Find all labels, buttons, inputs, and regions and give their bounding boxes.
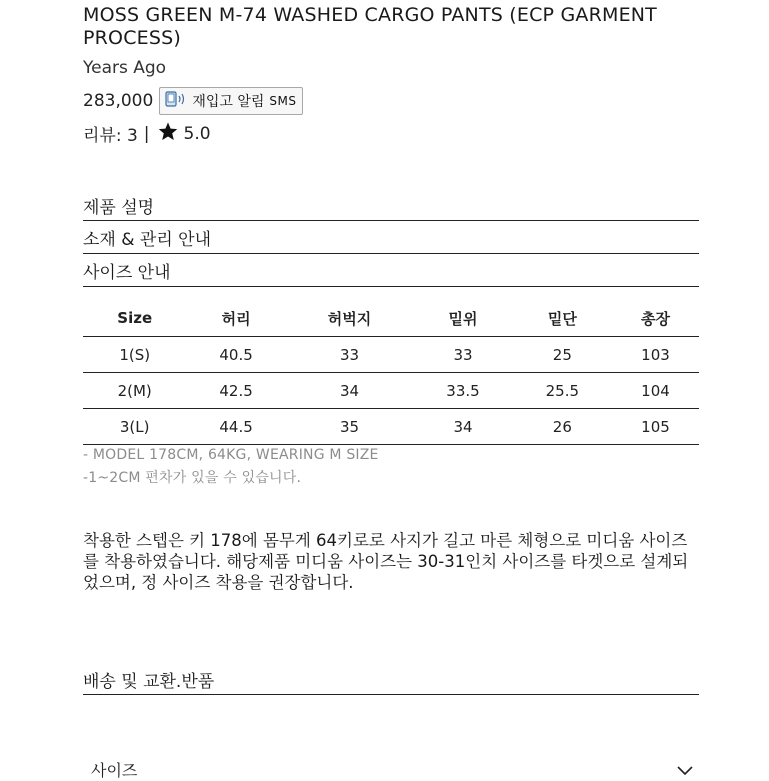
table-cell: 25 [513,337,612,373]
section-material-care-label: 소재 & 관리 안내 [83,230,211,250]
table-cell: 25.5 [513,373,612,409]
restock-phone-icon [164,90,192,112]
restock-label: 재입고 알림 [192,94,265,110]
table-row [83,337,699,373]
section-product-description-label: 제품 설명 [83,198,155,218]
table-cell: 44.5 [186,409,285,445]
table-cell: 103 [612,337,699,373]
table-cell: 42.5 [186,373,285,409]
section-shipping-returns[interactable] [83,667,699,695]
chevron-down-icon[interactable] [677,760,693,779]
model-note: - MODEL 178CM, 64KG, WEARING M SIZE [83,447,379,463]
table-cell: 34 [286,373,414,409]
size-table-header-row [83,300,699,337]
size-table-header: 총장 [612,300,699,337]
review-summary[interactable] [83,121,211,146]
section-size-guide[interactable] [83,258,699,287]
size-select-label[interactable]: 사이즈 [91,761,138,780]
size-table-header: 허리 [186,300,285,337]
size-table [83,300,699,445]
product-price: 283,000 [83,91,154,111]
table-cell: 33.5 [413,373,512,409]
table-cell: 33 [413,337,512,373]
size-table-header: 밑위 [413,300,512,337]
size-table-header: Size [83,300,186,337]
tolerance-note: -1~2CM 편차가 있을 수 있습니다. [83,470,302,486]
table-row [83,409,699,445]
section-size-guide-label: 사이즈 안내 [83,263,171,283]
price-row [83,87,303,115]
restock-alert-button[interactable] [159,87,303,115]
table-cell: 26 [513,409,612,445]
table-cell: 104 [612,373,699,409]
review-separator: | [143,123,150,144]
section-product-description[interactable] [83,193,699,221]
fit-description: 착용한 스텝은 키 178에 몸무게 64키로로 사지가 길고 마른 체형으로 미디움 사이즈를 착용하였습니다. 해당제품 미디움 사이즈는 30-31인치 사이즈를 타겟으로 설계되었으며, 정 사이즈 착용을 권장합니다. [83,531,689,592]
restock-sms-label: SMS [269,94,297,108]
table-cell: 40.5 [186,337,285,373]
table-cell: 3(L) [83,409,186,445]
section-material-care[interactable] [83,225,699,254]
brand-name[interactable]: Years Ago [83,58,167,78]
review-rating: 5.0 [183,123,211,144]
size-table-header: 밑단 [513,300,612,337]
table-cell: 35 [286,409,414,445]
table-cell: 2(M) [83,373,186,409]
product-title: MOSS GREEN M-74 WASHED CARGO PANTS (ECP GARMENT PROCESS) [83,4,657,49]
table-cell: 105 [612,409,699,445]
table-cell: 33 [286,337,414,373]
section-shipping-returns-label: 배송 및 교환.반품 [83,672,215,692]
table-row [83,373,699,409]
size-table-header: 허벅지 [286,300,414,337]
review-count: 리뷰: 3 [83,126,138,146]
table-cell: 1(S) [83,337,186,373]
star-icon [158,122,178,146]
table-cell: 34 [413,409,512,445]
